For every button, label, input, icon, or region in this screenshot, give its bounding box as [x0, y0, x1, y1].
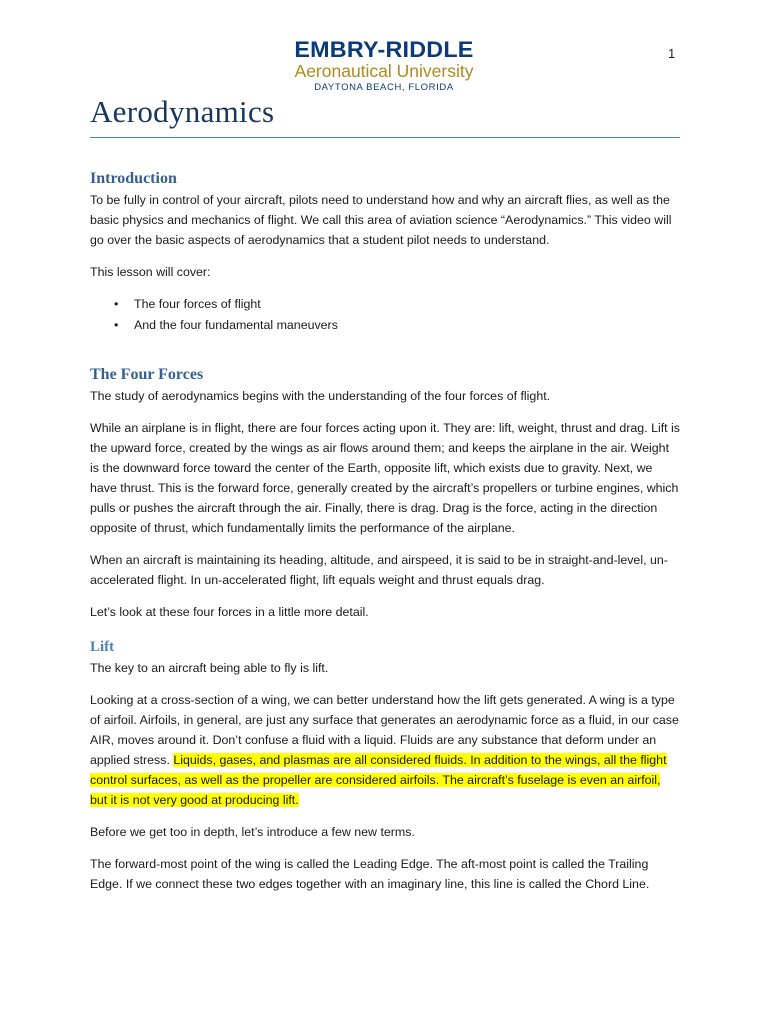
- highlighted-text: Liquids, gases, and plasmas are all considered fluids. In addition to the wings, all the flight control surfaces, as well as the propeller are considered airfoils. The aircraft’s fuselage is even an airfoil, but it is not very good at producing lift.: [90, 753, 667, 807]
- lift-paragraph-3: Before we get too in depth, let’s introduce a few new terms.: [90, 825, 415, 839]
- logo-location-text: DAYTONA BEACH, FLORIDA: [314, 82, 454, 93]
- logo-sub-text: Aeronautical University: [294, 61, 474, 81]
- lift-paragraph-4: The forward-most point of the wing is called the Leading Edge. The aft-most point is called the Trailing Edge. If we connect these two edges together with an imaginary line, this line is called the Chord Line.: [90, 857, 650, 891]
- lift-paragraph-2: [90, 690, 680, 810]
- university-logo: [284, 38, 484, 94]
- four-forces-paragraph-4: Let’s look at these four forces in a little more detail.: [90, 605, 369, 619]
- list-item: • The four forces of flight: [90, 294, 680, 315]
- document-body: [90, 168, 680, 906]
- lift-paragraph-2-text: Looking at a cross-section of a wing, we can better understand how the lift gets generated. A wing is a type of airfoil. Airfoils, in general, are just any surface that generates an aerodynamic force as a fluid, in our case AIR, moves around it. Don’t confuse a fluid with a liquid. Fluids are any substance that deform under an applied stress.: [90, 693, 679, 767]
- logo-main-text: EMBRY-RIDDLE: [294, 37, 474, 62]
- four-forces-paragraph-2: While an airplane is in flight, there are four forces acting upon it. They are: lift, weight, thrust and drag. Lift is the upward force, created by the wings as air flows around them; and keeps the airplane in the air. Weight is the downward force toward the center of the Earth, opposite lift, which exists due to gravity. Next, we have thrust. This is the forward force, generally created by the aircraft’s propellers or turbine engines, which pulls or pushes the aircraft through the air. Finally, there is drag. Drag is the force, acting in the direction opposite of thrust, which fundamentally limits the performance of the airplane.: [90, 421, 681, 535]
- lift-paragraph-1: The key to an aircraft being able to fly is lift.: [90, 661, 329, 675]
- document-title: Aerodynamics: [90, 94, 275, 129]
- heading-four-forces: The Four Forces: [90, 366, 204, 383]
- heading-lift: Lift: [90, 639, 115, 655]
- title-divider: [90, 137, 680, 138]
- intro-paragraph: To be fully in control of your aircraft, pilots need to understand how and why an aircraft flies, as well as the basic physics and mechanics of flight. We call this area of aviation science “Aerodynamics.” This video will go over the basic aspects of aerodynamics that a student pilot needs to understand.: [90, 193, 672, 247]
- lesson-bullet-list: [90, 294, 680, 336]
- four-forces-paragraph-3: When an aircraft is maintaining its heading, altitude, and airspeed, it is said to be in straight-and-level, un-accelerated flight. In un-accelerated flight, lift equals weight and thrust equals drag.: [90, 553, 668, 587]
- four-forces-paragraph-1: The study of aerodynamics begins with the understanding of the four forces of flight.: [90, 389, 551, 403]
- page-number: 1: [668, 46, 676, 61]
- list-item: • And the four fundamental maneuvers: [90, 315, 680, 336]
- heading-introduction: Introduction: [90, 170, 177, 187]
- intro-lesson-cover: This lesson will cover:: [90, 265, 211, 279]
